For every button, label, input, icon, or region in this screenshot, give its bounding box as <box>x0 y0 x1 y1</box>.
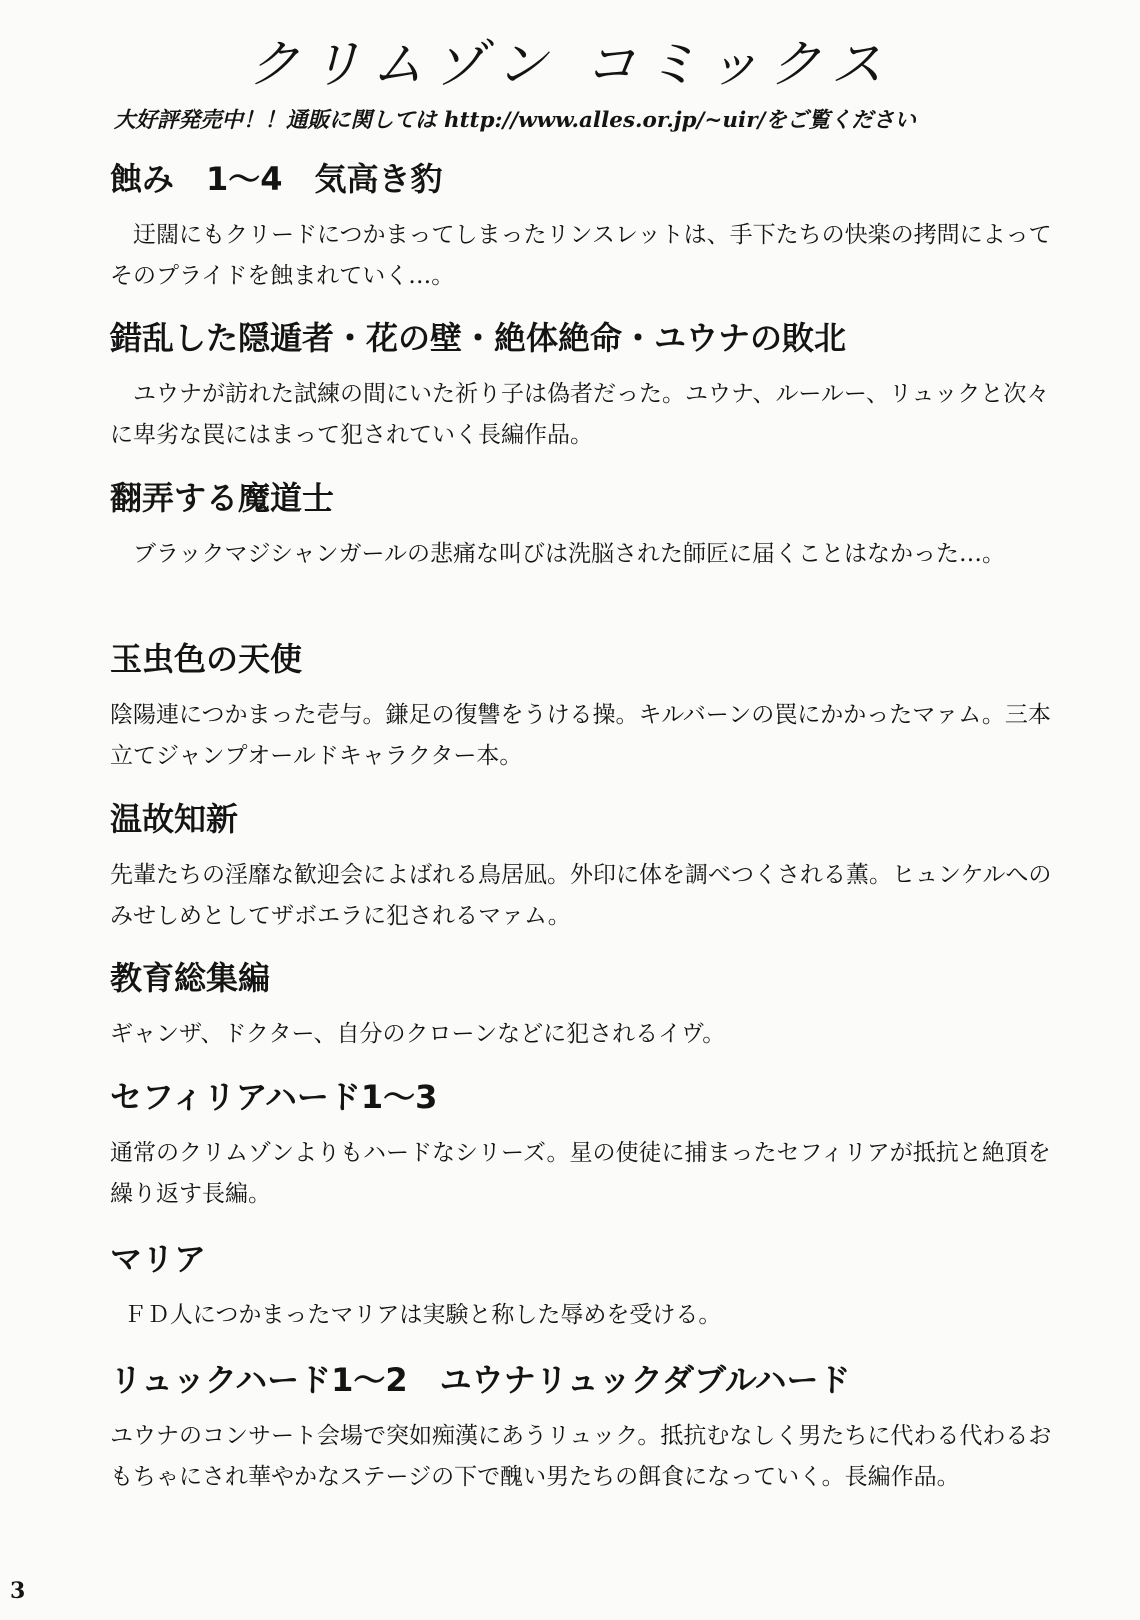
entry-title: 蝕み 1～4 気高き豹 <box>110 160 443 198</box>
entry-description: 陰陽連につかまった壱与。鎌足の復讐をうける操。キルバーンの罠にかかったマァム。三本立てジャンプオールドキャラクター本。 <box>110 702 1051 769</box>
entry-description: ＦＤ人につかまったマリアは実験と称した辱めを受ける。 <box>123 1302 722 1328</box>
entry-title: 翻弄する魔道士 <box>110 479 335 517</box>
entry-title: セフィリアハード1～3 <box>110 1078 438 1116</box>
entry-3 <box>110 476 1070 575</box>
page-title: クリムゾン コミックス <box>247 35 893 95</box>
entry-title: リュックハード1～2 ユウナリュックダブルハード <box>110 1361 851 1399</box>
entry-title: 教育総集編 <box>110 959 271 997</box>
entry-description: ユウナのコンサート会場で突如痴漢にあうリュック。抵抗むなしく男たちに代わる代わるおもちゃにされ華やかなステージの下で醜い男たちの餌食になっていく。長編作品。 <box>110 1423 1052 1490</box>
entry-description: 迂闊にもクリードにつかまってしまったリンスレットは、手下たちの快楽の拷問によってそのプライドを蝕まれていく…。 <box>110 222 1052 289</box>
entry-7 <box>110 1075 1070 1215</box>
entry-5 <box>110 797 1070 937</box>
entry-title: 錯乱した隠遁者・花の壁・絶体絶命・ユウナの敗北 <box>110 319 847 357</box>
entry-9 <box>110 1358 1070 1498</box>
entry-1 <box>110 157 1070 297</box>
page-subtitle: 大好評発売中！！通販に関しては http://www.alles.or.jp/~uir/をご覧ください <box>114 108 916 133</box>
entry-description: 通常のクリムゾンよりもハードなシリーズ。星の使徒に捕まったセフィリアが抵抗と絶頂を繰り返す長編。 <box>110 1140 1051 1207</box>
entry-2 <box>110 316 1070 456</box>
entry-title: 温故知新 <box>110 800 239 838</box>
entry-4 <box>110 637 1070 777</box>
entry-8 <box>110 1237 1070 1336</box>
entry-description: ギャンザ、ドクター、自分のクローンなどに犯されるイヴ。 <box>110 1021 726 1047</box>
entry-6 <box>110 956 1070 1055</box>
entry-description: ブラックマジシャンガールの悲痛な叫びは洗脳された師匠に届くことはなかった…。 <box>133 541 1006 567</box>
entry-description: 先輩たちの淫靡な歓迎会によばれる鳥居凪。外印に体を調べつくされる薫。ヒュンケルへのみせしめとしてザボエラに犯されるマァム。 <box>110 862 1052 929</box>
page-number: 3 <box>10 1578 26 1604</box>
entry-title: 玉虫色の天使 <box>110 640 303 678</box>
entry-title: マリア <box>110 1240 207 1278</box>
entry-description: ユウナが訪れた試練の間にいた祈り子は偽者だった。ユウナ、ルールー、リュックと次々に卑劣な罠にはまって犯されていく長編作品。 <box>110 381 1050 448</box>
